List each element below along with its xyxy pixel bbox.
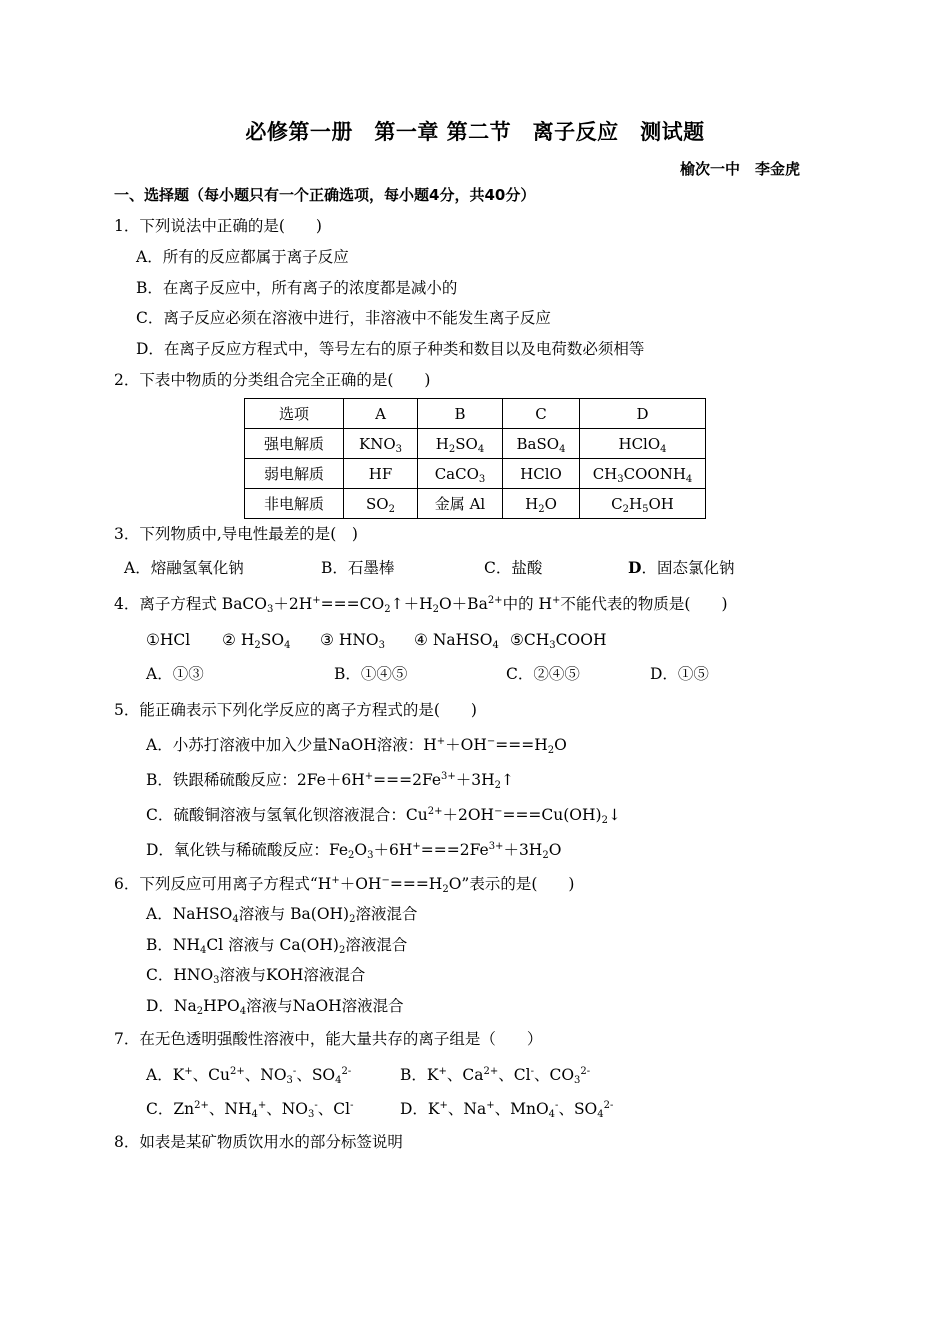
- q4-choice-2: ② $H_2SO_4$: [222, 631, 291, 651]
- table-row-label: 弱电解质: [245, 459, 344, 489]
- table-cell: $C_2H_5OH$: [580, 489, 706, 519]
- table-cell: BaSO$_4$: [503, 429, 580, 459]
- table-cell: HClO$_4$: [580, 429, 706, 459]
- q6-option-a: A．NaHSO$_4$溶液与 $Ba(OH)_2$溶液混合: [146, 905, 418, 925]
- q3-stem: 3．下列物质中,导电性最差的是( ): [114, 525, 358, 543]
- q4-choice-1: ①HCl: [146, 631, 191, 649]
- table-cell: D: [580, 399, 706, 429]
- q7-option-b: B．K+、$Ca^{2+}$、Cl-、$CO_3^{2-}$: [400, 1066, 591, 1086]
- q7-option-c: C．$Zn^{2+}$、$NH_4^+$、$NO_3^-$、Cl-: [146, 1100, 354, 1120]
- q4-option-a: A．①③: [146, 665, 204, 683]
- author-line: 榆次一中 李金虎: [679, 160, 800, 178]
- table-cell: $SO_2$: [344, 489, 418, 519]
- q5-option-d: D．氧化铁与稀硫酸反应：$Fe_2O_3+6H^+===2Fe^{3+}+3H_2O$: [146, 841, 562, 861]
- q4-option-b: B．①④⑤: [334, 665, 408, 683]
- table-cell: HF: [344, 459, 418, 489]
- table-header-row: [245, 399, 706, 429]
- table-cell: 金属 Al: [418, 489, 503, 519]
- table-cell: $KNO_3$: [344, 429, 418, 459]
- table-cell: $CH_3COONH_4$: [580, 459, 706, 489]
- q1-option-d: D．在离子反应方程式中，等号左右的原子种类和数目以及电荷数必须相等: [136, 340, 645, 358]
- table-cell: HClO: [503, 459, 580, 489]
- q4-choice-3: ③ $HNO_3$: [320, 631, 385, 651]
- table-cell: $H_2SO_4$: [418, 429, 503, 459]
- q5-option-c: C．硫酸铜溶液与氢氧化钡溶液混合：$Cu^{2+}+2OH^-===Cu(OH)_2↓$: [146, 806, 621, 826]
- q4-option-c: C．②④⑤: [506, 665, 580, 683]
- q3-option-c: C．盐酸: [484, 559, 543, 577]
- table-row-label: 非电解质: [245, 489, 344, 519]
- classification-table: [244, 398, 706, 519]
- q5-stem: 5．能正确表示下列化学反应的离子方程式的是( ): [114, 701, 477, 719]
- table-row: [245, 429, 706, 459]
- q7-option-d: D．K+、Na+、MnO$_4$-、$SO_4^{2-}$: [400, 1100, 614, 1120]
- q7-option-a: A．K+、$Cu^{2+}$、$NO_3^-$、$SO_4^{2-}$: [146, 1066, 352, 1086]
- q5-option-a: A．小苏打溶液中加入少量NaOH溶液：$H^++OH^-===H_2O$: [146, 736, 567, 756]
- q1-option-a: A．所有的反应都属于离子反应: [136, 248, 349, 266]
- q7-stem: 7．在无色透明强酸性溶液中，能大量共存的离子组是（ ）: [114, 1030, 543, 1048]
- q6-option-b: B．$NH_4Cl$ 溶液与 $Ca(OH)_2$溶液混合: [146, 936, 408, 956]
- q4-choice-5: $⑤CH_3COOH$: [510, 631, 607, 651]
- q3-option-a: A．熔融氢氧化钠: [124, 559, 244, 577]
- q1-option-c: C．离子反应必须在溶液中进行，非溶液中不能发生离子反应: [136, 309, 551, 327]
- table-row-label: 强电解质: [245, 429, 344, 459]
- q6-stem: 6．下列反应可用离子方程式“$H^++OH^-===H_2O$”表示的是( ): [114, 875, 575, 895]
- table-cell: $H_2O$: [503, 489, 580, 519]
- q4-choice-4: ④ NaHSO$_4$: [414, 631, 499, 651]
- table-cell: 选项: [245, 399, 344, 429]
- table-cell: B: [418, 399, 503, 429]
- q3-option-b: B．石墨棒: [321, 559, 395, 577]
- q4-stem: 4．离子方程式 $BaCO_3+2H^+===CO_2↑+H_2O+Ba^{2+}$中的 H+不能代表的物质是( ): [114, 595, 728, 615]
- q1-option-b: B．在离子反应中，所有离子的浓度都是减小的: [136, 279, 458, 297]
- section-heading: 一、选择题（每小题只有一个正确选项，每小题4分，共40分）: [114, 186, 536, 204]
- q2-stem: 2．下表中物质的分类组合完全正确的是( ): [114, 371, 431, 389]
- q5-option-b: B．铁跟稀硫酸反应：$2Fe+6H^+===2Fe^{3+}+3H_2↑$: [146, 771, 515, 791]
- q1-stem: 1．下列说法中正确的是( ): [114, 217, 322, 235]
- q4-option-d: D．①⑤: [650, 665, 709, 683]
- table-row: [245, 459, 706, 489]
- q6-option-d: D．$Na_2HPO_4$溶液与NaOH溶液混合: [146, 997, 404, 1017]
- q8-stem: 8．如表是某矿物质饮用水的部分标签说明: [114, 1133, 403, 1151]
- table-cell: A: [344, 399, 418, 429]
- table-row: [245, 489, 706, 519]
- table-cell: CaCO$_3$: [418, 459, 503, 489]
- q6-option-c: C．$HNO_3$溶液与KOH溶液混合: [146, 966, 366, 986]
- q3-option-d: D．固态氯化钠: [628, 558, 735, 577]
- page-title: 必修第一册 第一章 第二节 离子反应 测试题: [245, 120, 705, 144]
- table-cell: C: [503, 399, 580, 429]
